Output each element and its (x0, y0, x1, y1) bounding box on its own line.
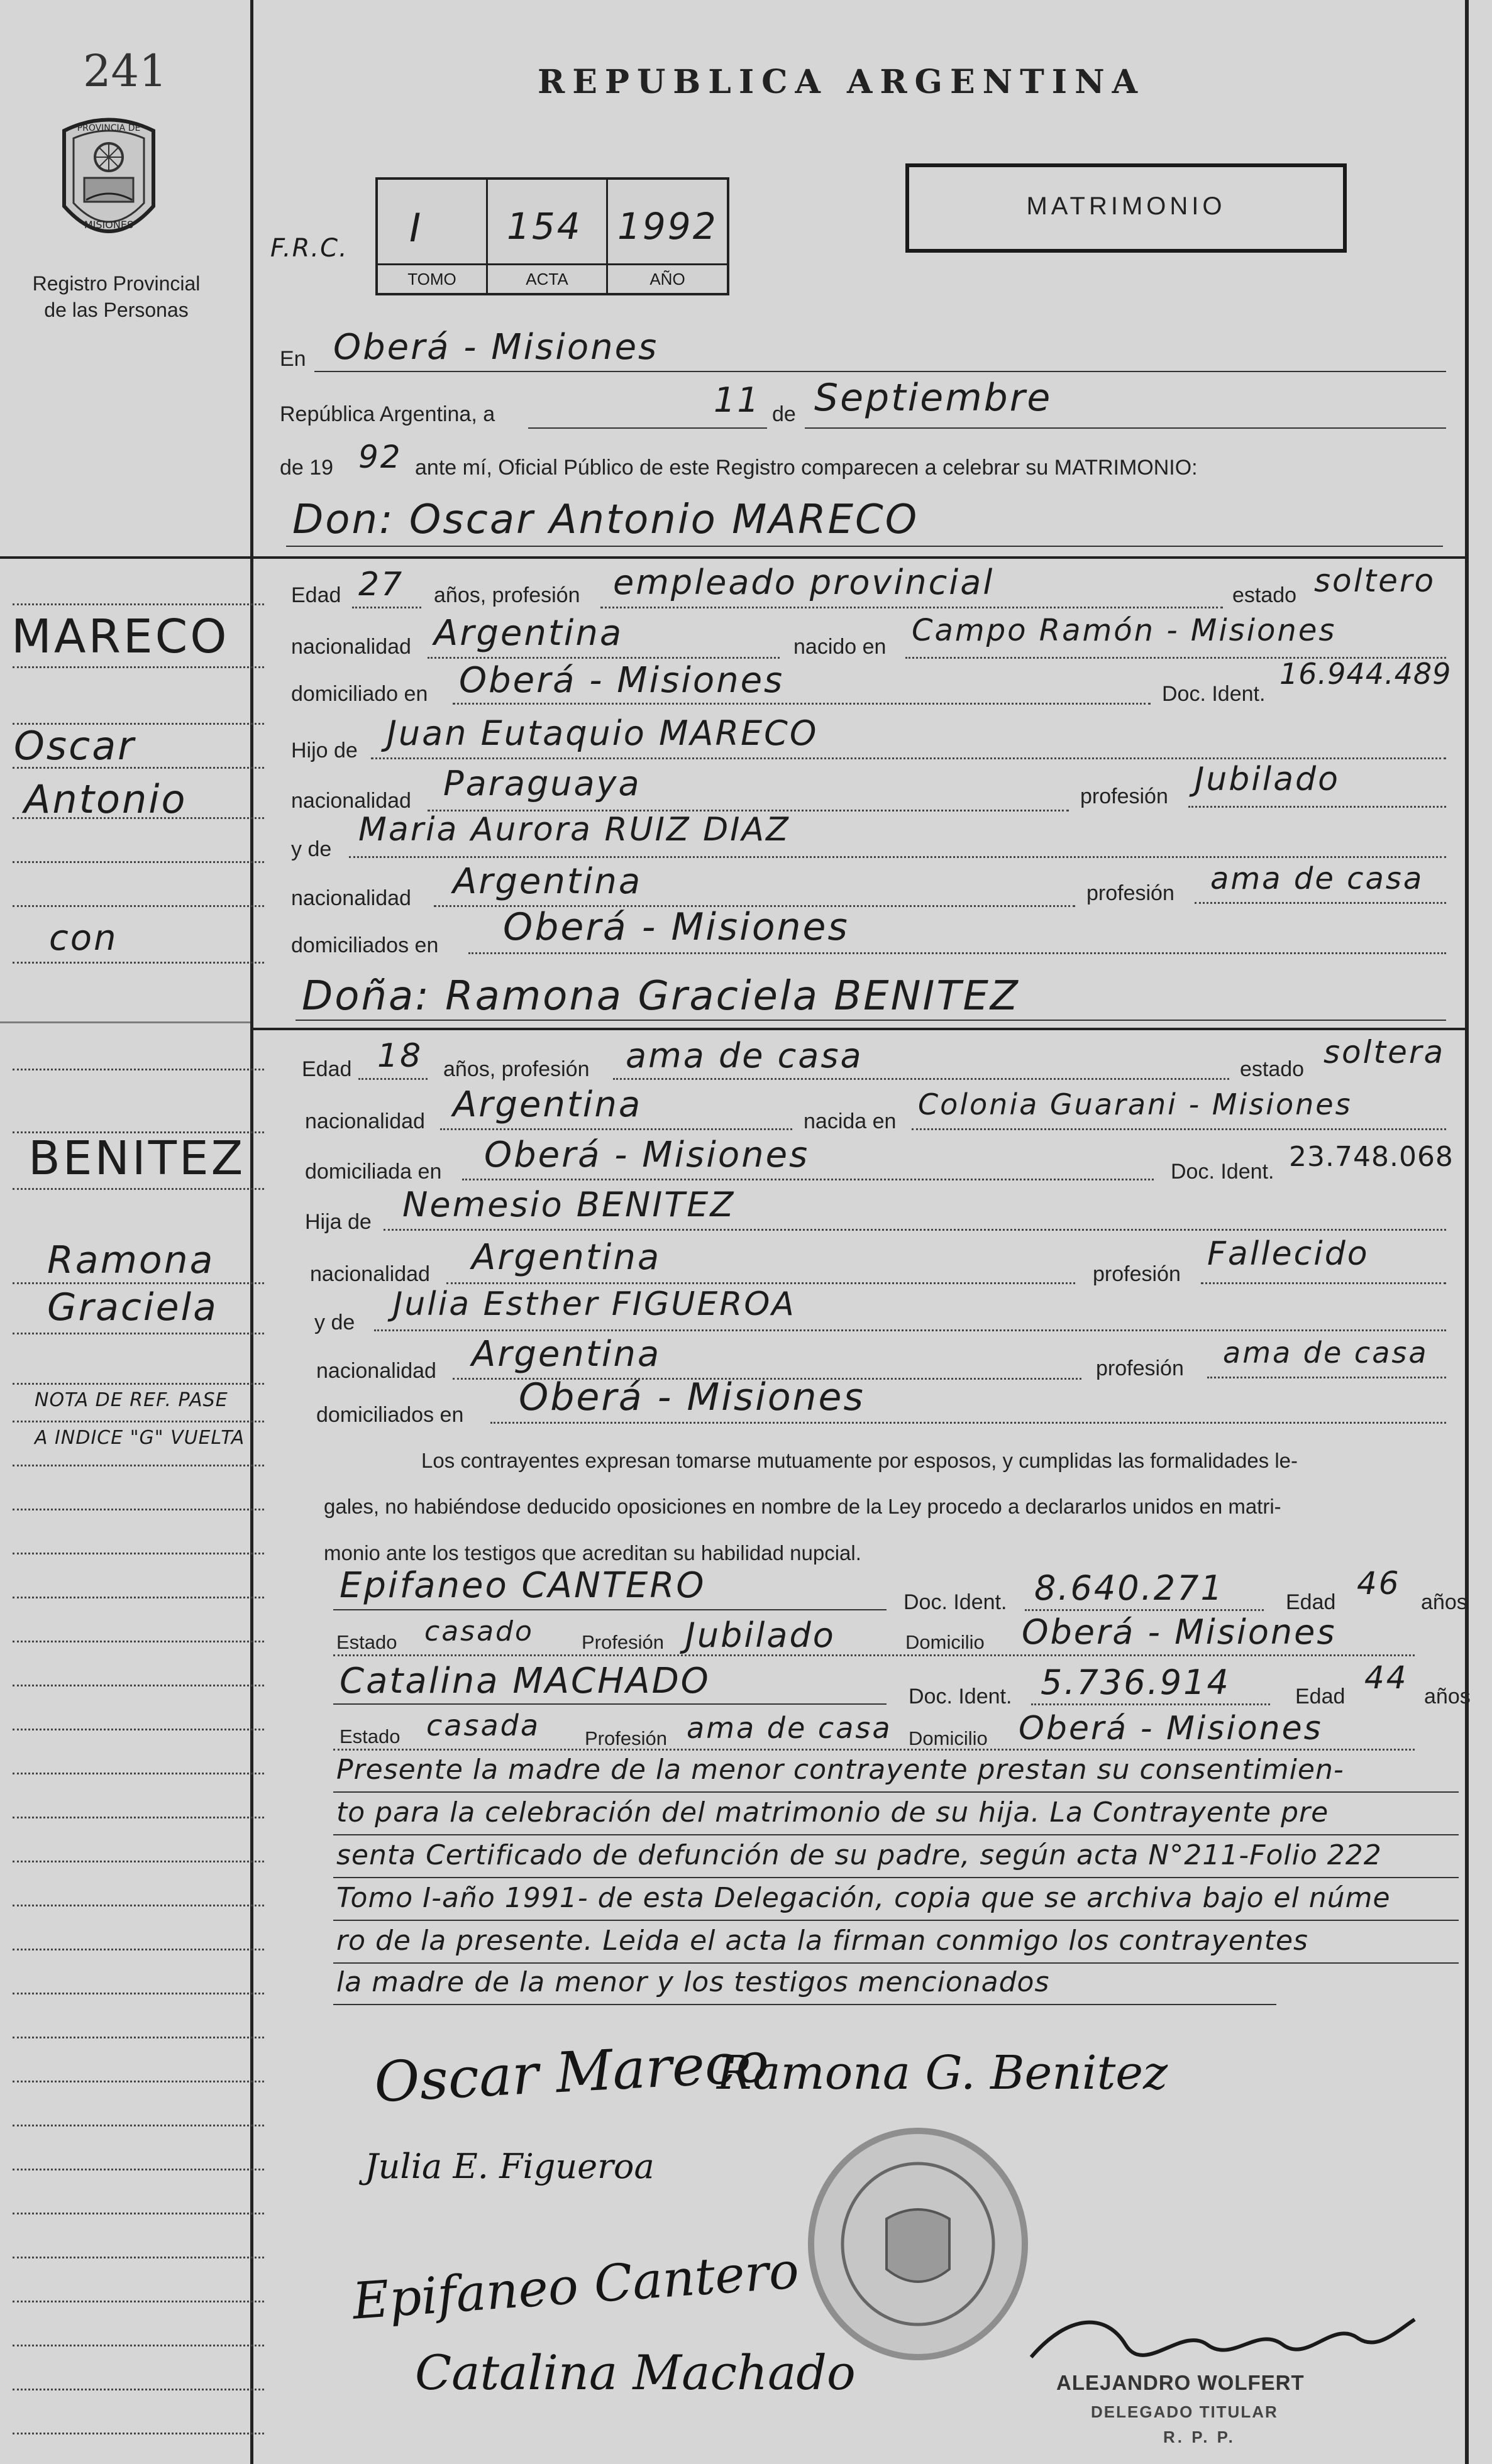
frc-label: F.R.C. (270, 234, 348, 263)
margin-line (13, 1729, 264, 1730)
bride-mother-nationality: Argentina (472, 1334, 661, 1375)
groom-father-profession: Jubilado (1195, 761, 1340, 798)
margin-line (13, 1817, 264, 1818)
note-line-5: ro de la presente. Leida el acta la firman conmigo los contrayentes (336, 1925, 1308, 1957)
groom-estado-label: estado (1232, 583, 1297, 607)
margin-line (13, 666, 264, 668)
record-reference-box (375, 177, 729, 295)
margin-line (13, 1509, 264, 1510)
note-underline-3 (333, 1877, 1459, 1878)
note-underline-2 (333, 1834, 1459, 1835)
bride-father-profession-line (1201, 1282, 1446, 1284)
groom-father-nacionalidad-label: nacionalidad (291, 789, 411, 813)
official-stamp (805, 2125, 1031, 2363)
bride-name-line: Doña: Ramona Graciela BENITEZ (302, 973, 1020, 1020)
bride-divider-left (0, 1021, 251, 1023)
groom-nacido-label: nacido en (793, 635, 887, 659)
groom-mother-line (349, 856, 1446, 858)
bride-mother-line (374, 1329, 1446, 1331)
bride-mother-profesion-label: profesión (1096, 1356, 1184, 1380)
bride-birthplace: Colonia Guarani - Misiones (918, 1087, 1352, 1121)
groom-yde-label: y de (291, 837, 332, 861)
witness1-doc-label: Doc. Ident. (903, 1590, 1007, 1614)
note-underline-5 (333, 1962, 1459, 1964)
groom-profession: empleado provincial (613, 563, 995, 602)
groom-profession-line (600, 607, 1223, 608)
tomo-cell (378, 180, 488, 293)
bride-anos-profesion-label: años, profesión (443, 1057, 590, 1081)
groom-nationality-line (428, 657, 780, 659)
groom-divider-top (0, 556, 1467, 559)
witness1-estado: casado (424, 1615, 534, 1647)
note-underline-1 (333, 1791, 1459, 1793)
margin-line (13, 2433, 264, 2434)
margin-line (13, 1773, 264, 1774)
tomo-label: TOMO (407, 270, 456, 289)
witness2-doc-line (1031, 1703, 1270, 1705)
bride-yde-label: y de (314, 1311, 355, 1334)
acta-label: ACTA (526, 270, 568, 289)
witness1-name: Epifaneo CANTERO (340, 1565, 706, 1606)
en-label: En (280, 347, 306, 371)
witness2-line (333, 1749, 1415, 1751)
witness1-signature: Epifaneo Cantero (350, 2241, 801, 2331)
margin-line (13, 1641, 264, 1642)
witness2-profesion-label: Profesión (585, 1727, 667, 1749)
groom-mother-profession-line (1195, 902, 1446, 904)
witness1-estado-label: Estado (336, 1631, 397, 1653)
margin-line (13, 603, 264, 605)
witness1-domicile: Oberá - Misiones (1022, 1612, 1337, 1652)
bride-name-underline (296, 1020, 1446, 1021)
bride-hija-label: Hija de (305, 1210, 372, 1234)
declaration-line-1: Los contrayentes expresan tomarse mutuamente por esposos, y cumplidas las formalidades le- (421, 1449, 1298, 1472)
witness1-age: 46 (1357, 1565, 1401, 1602)
margin-line (13, 1465, 264, 1466)
bride-father-line (384, 1229, 1446, 1231)
margin-bride-surname: BENITEZ (28, 1131, 246, 1185)
bride-nationality-line (440, 1128, 792, 1130)
witness2-name-line (333, 1703, 887, 1705)
svg-text:PROVINCIA DE: PROVINCIA DE (77, 123, 141, 133)
groom-signature: Oscar Mareco (372, 2029, 771, 2115)
bride-birthplace-line (912, 1128, 1446, 1130)
bride-estado: soltera (1323, 1034, 1445, 1070)
margin-con: con (49, 918, 118, 959)
groom-domiciliados-label: domiciliados en (291, 933, 439, 957)
official-name: ALEJANDRO WOLFERT (1056, 2371, 1305, 2394)
anio-label: AÑO (649, 270, 685, 289)
bride-father-nationality: Argentina (472, 1237, 661, 1278)
groom-father-profesion-label: profesión (1080, 784, 1168, 808)
intro-place: Oberá - Misiones (333, 327, 659, 368)
bride-estado-label: estado (1240, 1057, 1305, 1081)
mother-signature: Julia E. Figueroa (365, 2147, 655, 2186)
witness1-domicilio-label: Domicilio (905, 1631, 985, 1653)
groom-estado: soltero (1314, 563, 1436, 599)
bride-mother-nacionalidad-label: nacionalidad (316, 1359, 436, 1383)
witness2-estado-label: Estado (340, 1725, 401, 1747)
bride-domicile-line (462, 1179, 1154, 1180)
note-underline-6 (333, 2004, 1276, 2005)
margin-line (13, 2389, 264, 2390)
groom-domicile-line (453, 703, 1151, 705)
margin-line (13, 1993, 264, 1994)
groom-nationality: Argentina (434, 613, 624, 654)
day-line (528, 427, 767, 429)
witness2-signature: Catalina Machado (415, 2345, 856, 2401)
note-underline-4 (333, 1920, 1459, 1921)
registry-line-1: Registro Provincial (32, 272, 201, 295)
witness2-doc-label: Doc. Ident. (909, 1685, 1012, 1708)
bride-nacida-label: nacida en (804, 1109, 897, 1133)
anio-value: 1992 (617, 205, 718, 248)
bride-divider-top (250, 1028, 1467, 1030)
witness2-domicile: Oberá - Misiones (1019, 1710, 1323, 1747)
left-margin-border (250, 0, 253, 2464)
margin-line (13, 1861, 264, 1862)
month-line (805, 427, 1446, 429)
witness2-edad-label: Edad (1295, 1685, 1346, 1708)
margin-note-line-2: A INDICE "G" VUELTA (35, 1427, 245, 1449)
svg-text:MISIONES: MISIONES (84, 219, 134, 231)
witness2-anos-label: años (1424, 1685, 1471, 1708)
bride-parents-domicile-line (490, 1422, 1446, 1424)
margin-line (13, 1333, 264, 1334)
margin-line (13, 861, 264, 863)
margin-groom-first-1: Oscar (14, 723, 136, 769)
groom-father-profession-line (1188, 806, 1446, 808)
witness1-profession: Jubilado (685, 1615, 836, 1655)
groom-doc: 16.944.489 (1279, 657, 1452, 691)
bride-father-nationality-line (446, 1282, 1075, 1284)
bride-nacionalidad-label: nacionalidad (305, 1109, 425, 1133)
note-line-3: senta Certificado de defunción de su padre, según acta N°211-Folio 222 (336, 1839, 1382, 1871)
note-line-2: to para la celebración del matrimonio de su hija. La Contrayente pre (336, 1796, 1329, 1829)
bride-age-line (358, 1078, 428, 1080)
margin-line (13, 2169, 264, 2170)
margin-line (13, 1553, 264, 1554)
intro-day: 11 (714, 380, 761, 420)
witness1-anos-label: años (1421, 1590, 1467, 1614)
margin-note-line-1: NOTA DE REF. PASE (35, 1389, 228, 1411)
groom-domiciliado-label: domiciliado en (291, 682, 428, 706)
margin-line (13, 2301, 264, 2302)
groom-edad-label: Edad (291, 583, 341, 607)
groom-age: 27 (358, 566, 404, 603)
bride-doc-label: Doc. Ident. (1171, 1160, 1274, 1184)
margin-groom-first-2: Antonio (24, 776, 187, 822)
bride-domiciliada-label: domiciliada en (305, 1160, 442, 1184)
groom-mother-nationality: Argentina (453, 861, 643, 902)
margin-line (13, 1905, 264, 1906)
year-suffix: 92 (358, 439, 402, 475)
bride-mother-profession-line (1207, 1377, 1446, 1378)
margin-line (13, 2037, 264, 2038)
tomo-value: I (409, 205, 423, 251)
bride-profession: ama de casa (626, 1036, 863, 1075)
groom-mother-profesion-label: profesión (1086, 881, 1174, 905)
witness1-doc-line (1025, 1609, 1264, 1611)
margin-line (13, 2213, 264, 2214)
margin-line (13, 2081, 264, 2082)
bride-parents-domicile: Oberá - Misiones (519, 1375, 865, 1419)
margin-line (13, 2345, 264, 2346)
groom-anos-profesion-label: años, profesión (434, 583, 580, 607)
witness2-doc: 5.736.914 (1041, 1663, 1230, 1702)
margin-bride-first-2: Graciela (47, 1285, 218, 1329)
republica-label: República Argentina, a (280, 402, 495, 426)
witness2-name: Catalina MACHADO (340, 1661, 710, 1702)
bride-signature: Ramona G. Benitez (717, 2046, 1168, 2100)
place-line (314, 371, 1446, 372)
groom-parents-domicile: Oberá - Misiones (503, 905, 849, 949)
witness2-age: 44 (1364, 1659, 1408, 1696)
year-prefix: de 19 (280, 456, 334, 480)
bride-domiciliados-label: domiciliados en (316, 1403, 464, 1427)
witness1-line (333, 1654, 1415, 1656)
margin-line (13, 1188, 264, 1190)
official-org: R. P. P. (1163, 2428, 1235, 2446)
groom-doc-label: Doc. Ident. (1162, 682, 1266, 706)
margin-line (13, 1597, 264, 1598)
groom-hijo-label: Hijo de (291, 739, 358, 762)
margin-line (13, 1282, 264, 1284)
groom-father-line (371, 757, 1446, 759)
margin-line (13, 1069, 264, 1070)
witness1-doc: 8.640.271 (1034, 1568, 1224, 1608)
page-title: REPUBLICA ARGENTINA (538, 63, 1146, 101)
groom-mother-profession: ama de casa (1210, 861, 1424, 896)
margin-line (13, 1383, 264, 1385)
witness1-name-line (333, 1609, 887, 1610)
bride-mother: Julia Esther FIGUEROA (393, 1285, 796, 1323)
bride-mother-profession: ama de casa (1223, 1336, 1428, 1370)
bride-father-nacionalidad-label: nacionalidad (310, 1262, 430, 1286)
note-line-6: la madre de la menor y los testigos mencionados (336, 1966, 1050, 1998)
registry-name (13, 270, 220, 323)
de-label: de (772, 402, 796, 426)
intro-text: ante mí, Oficial Público de este Registro comparecen a celebrar su MATRIMONIO: (415, 456, 1198, 480)
acta-cell (488, 180, 608, 293)
bride-father-profesion-label: profesión (1093, 1262, 1181, 1286)
margin-line (13, 2125, 264, 2126)
bride-age: 18 (377, 1037, 423, 1075)
province-seal (52, 112, 166, 250)
bride-domicile: Oberá - Misiones (484, 1135, 810, 1175)
margin-bride-first-1: Ramona (47, 1238, 215, 1282)
document-type-box (905, 163, 1347, 253)
margin-line (13, 962, 264, 964)
witness2-estado: casada (426, 1708, 541, 1742)
declaration-line-3: monio ante los testigos que acreditan su habilidad nupcial. (324, 1541, 861, 1565)
registry-line-2: de las Personas (44, 299, 189, 321)
declaration-line-2: gales, no habiéndose deducido oposiciones en nombre de la Ley procedo a declararlos unidos en matri- (324, 1495, 1281, 1518)
margin-line (13, 1949, 264, 1950)
bride-nationality: Argentina (453, 1084, 643, 1125)
margin-line (13, 905, 264, 907)
groom-age-line (352, 607, 421, 608)
groom-nacionalidad-label: nacionalidad (291, 635, 411, 659)
note-line-1: Presente la madre de la menor contrayente prestan su consentimien- (336, 1754, 1344, 1786)
groom-name-line: Don: Oscar Antonio MARECO (292, 497, 919, 543)
official-title: DELEGADO TITULAR (1091, 2402, 1278, 2421)
bride-edad-label: Edad (302, 1057, 352, 1081)
document-type: MATRIMONIO (1026, 192, 1226, 220)
witness2-domicilio-label: Domicilio (909, 1727, 988, 1749)
intro-month: Septiembre (814, 376, 1053, 420)
groom-father-nationality: Paraguaya (443, 764, 641, 803)
witness1-profesion-label: Profesión (582, 1631, 664, 1653)
bride-father-profession: Fallecido (1207, 1235, 1369, 1273)
groom-mother: Maria Aurora RUIZ DIAZ (358, 811, 790, 849)
anio-cell (608, 180, 727, 293)
bride-profession-line (613, 1078, 1229, 1080)
witness1-edad-label: Edad (1286, 1590, 1336, 1614)
groom-name-underline (286, 546, 1443, 547)
groom-mother-nacionalidad-label: nacionalidad (291, 886, 411, 910)
bride-doc: 23.748.068 (1289, 1141, 1454, 1173)
page-number: 241 (83, 45, 167, 97)
right-page-border (1465, 0, 1469, 2464)
note-line-4: Tomo I-año 1991- de esta Delegación, copia que se archiva bajo el núme (336, 1882, 1391, 1914)
groom-parents-domicile-line (468, 952, 1446, 954)
groom-father: Juan Eutaquio MARECO (387, 713, 819, 753)
margin-groom-surname: MARECO (11, 610, 229, 664)
acta-value: 154 (507, 205, 582, 248)
groom-birthplace: Campo Ramón - Misiones (912, 613, 1337, 648)
margin-line (13, 2257, 264, 2258)
margin-line (13, 1685, 264, 1686)
groom-domicile: Oberá - Misiones (459, 660, 785, 701)
witness2-profession: ama de casa (687, 1711, 892, 1745)
bride-father: Nemesio BENITEZ (402, 1185, 736, 1224)
margin-line (13, 1421, 264, 1422)
